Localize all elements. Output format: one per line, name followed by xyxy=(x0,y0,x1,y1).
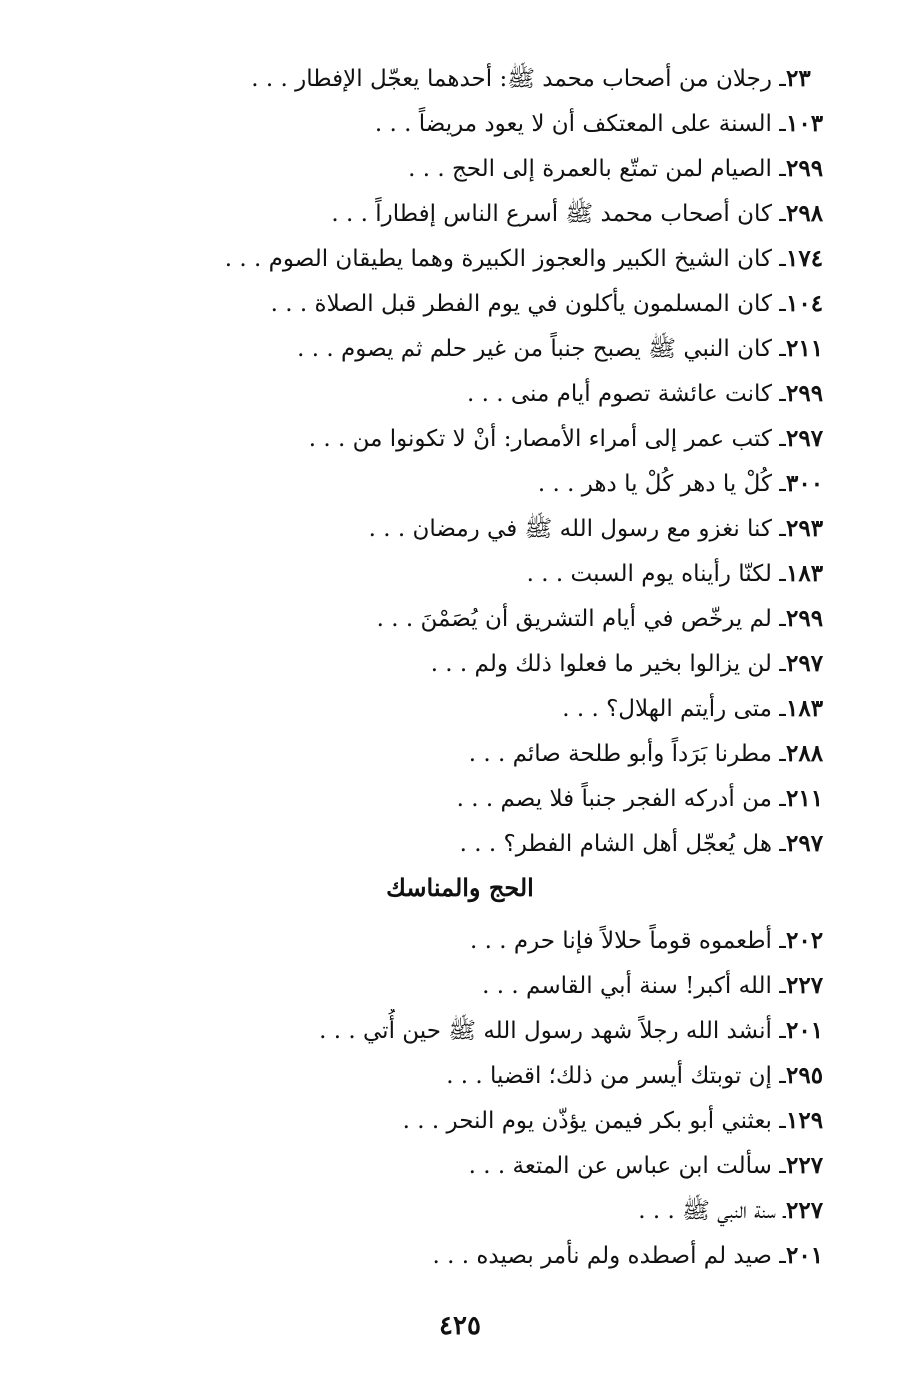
index-row xyxy=(80,1008,870,1053)
index-row xyxy=(80,416,870,461)
index-entry-text: ـ بعثني أبو بكر فيمن يؤذّن يوم النحر . . . xyxy=(402,1108,786,1134)
index-page-number: ٢٨٨ xyxy=(786,740,824,767)
index-entry-text: ـ كانت عائشة تصوم أيام منى . . . xyxy=(466,381,786,407)
index-row xyxy=(80,371,870,416)
index-page-number: ٢١١ xyxy=(786,335,824,362)
index-list-fasting xyxy=(80,56,870,866)
index-entry-text: ـ متى رأيتم الهلال؟ . . . xyxy=(562,696,786,722)
index-page-number: ٢٩٩ xyxy=(786,155,824,182)
index-entry-text: ـ كنا نغزو مع رسول الله ﷺ في رمضان . . . xyxy=(368,516,786,542)
index-entry-text: ـ الله أكبر! سنة أبي القاسم . . . xyxy=(482,973,786,999)
index-page-number: ٢٩٩ xyxy=(786,605,824,632)
index-row xyxy=(80,281,870,326)
index-page-number: ٢٩٧ xyxy=(786,650,824,677)
index-entry-text: ـ الصيام لمن تمتّع بالعمرة إلى الحج . . . xyxy=(408,156,786,182)
index-page-number: ٢١١ xyxy=(786,785,824,812)
index-page-number: ٢٢٧ xyxy=(786,1197,824,1224)
index-row xyxy=(80,1098,870,1143)
section-heading: الحج والمناسك xyxy=(386,873,534,902)
index-row xyxy=(80,731,870,776)
index-entry-text: ـ هل يُعجّل أهل الشام الفطر؟ . . . xyxy=(459,831,786,857)
index-row xyxy=(80,821,870,866)
index-page-number: ١٨٣ xyxy=(786,695,824,722)
index-row xyxy=(80,963,870,1008)
index-row xyxy=(80,1233,870,1278)
index-row xyxy=(80,56,870,101)
index-page-number: ٢٢٧ xyxy=(786,972,824,999)
index-row xyxy=(80,1053,870,1098)
index-page-number: ٢٩٣ xyxy=(786,515,824,542)
index-page-number: ٢٢٧ xyxy=(786,1152,824,1179)
index-row xyxy=(80,1188,870,1233)
index-entry-text: ـ أنشد الله رجلاً شهد رسول الله ﷺ حين أُتي . . . xyxy=(319,1018,786,1044)
index-entry-text: ـ إن توبتك أيسر من ذلك؛ اقضيا . . . xyxy=(446,1063,786,1089)
index-row xyxy=(80,918,870,963)
index-entry-text: ـ سألت ابن عباس عن المتعة . . . xyxy=(468,1153,786,1179)
index-entry-text: ـ رجلان من أصحاب محمد ﷺ: أحدهما يعجّل الإفطار . . . xyxy=(251,66,786,92)
index-page-number: ١٠٣ xyxy=(786,110,824,137)
index-page-number: ١٠٤ xyxy=(786,290,824,317)
index-row xyxy=(80,461,870,506)
index-row xyxy=(80,1143,870,1188)
index-entry-text: ـ صيد لم أصطده ولم نأمر بصيده . . . xyxy=(432,1243,786,1269)
index-page-number: ٢٣ xyxy=(786,65,811,92)
index-entry-text: ـ كان النبي ﷺ يصبح جنباً من غير حلم ثم يصوم . . . xyxy=(297,336,786,362)
index-entry-text: ـ أطعموه قوماً حلالاً فإنا حرم . . . xyxy=(469,928,786,954)
index-page-number: ٢٠١ xyxy=(786,1242,824,1269)
index-page-number: ٣٠٠ xyxy=(786,470,824,497)
index-page-number: ٢٩٩ xyxy=(786,380,824,407)
page-number-footer: ٤٢٥ xyxy=(439,1311,481,1341)
index-entry-text: ـ سنة النبي ﷺ . . . xyxy=(638,1198,786,1224)
index-row xyxy=(80,146,870,191)
index-page-number: ٢٩٧ xyxy=(786,830,824,857)
index-page-number: ١٢٩ xyxy=(786,1107,824,1134)
index-row xyxy=(80,506,870,551)
index-row xyxy=(80,641,870,686)
index-page-number: ١٨٣ xyxy=(786,560,824,587)
index-page-number: ٢٩٥ xyxy=(786,1062,824,1089)
index-row xyxy=(80,101,870,146)
index-row xyxy=(80,191,870,236)
index-entry-text: ـ من أدركه الفجر جنباً فلا يصم . . . xyxy=(456,786,786,812)
index-entry-text: ـ كان المسلمون يأكلون في يوم الفطر قبل الصلاة . . . xyxy=(270,291,786,317)
index-entry-text: ـ كان أصحاب محمد ﷺ أسرع الناس إفطاراً . . . xyxy=(331,201,786,227)
index-page-number: ٢٩٧ xyxy=(786,425,824,452)
index-row xyxy=(80,776,870,821)
index-row xyxy=(80,551,870,596)
index-entry-text: ـ لم يرخّص في أيام التشريق أن يُصَمْنَ . . . xyxy=(376,606,786,632)
index-entry-text: ـ لكنّا رأيناه يوم السبت . . . xyxy=(526,561,786,587)
index-entry-text: ـ كان الشيخ الكبير والعجوز الكبيرة وهما يطيقان الصوم . . . xyxy=(224,246,786,272)
index-entry-text: ـ كُلْ يا دهر كُلْ يا دهر . . . xyxy=(537,471,786,497)
index-page-number: ٢٩٨ xyxy=(786,200,824,227)
index-page-number: ١٧٤ xyxy=(786,245,824,272)
index-row xyxy=(80,686,870,731)
index-page-number: ٢٠١ xyxy=(786,1017,824,1044)
index-page-number: ٢٠٢ xyxy=(786,927,824,954)
index-entry-text: ـ مطرنا بَرَداً وأبو طلحة صائم . . . xyxy=(468,741,786,767)
index-entry-text: ـ السنة على المعتكف أن لا يعود مريضاً . . . xyxy=(374,111,786,137)
index-row xyxy=(80,596,870,641)
index-row xyxy=(80,236,870,281)
index-entry-text: ـ كتب عمر إلى أمراء الأمصار: أنْ لا تكونوا من . . . xyxy=(308,426,786,452)
index-entry-text: ـ لن يزالوا بخير ما فعلوا ذلك ولم . . . xyxy=(430,651,786,677)
index-list-hajj xyxy=(80,918,870,1278)
index-row xyxy=(80,326,870,371)
